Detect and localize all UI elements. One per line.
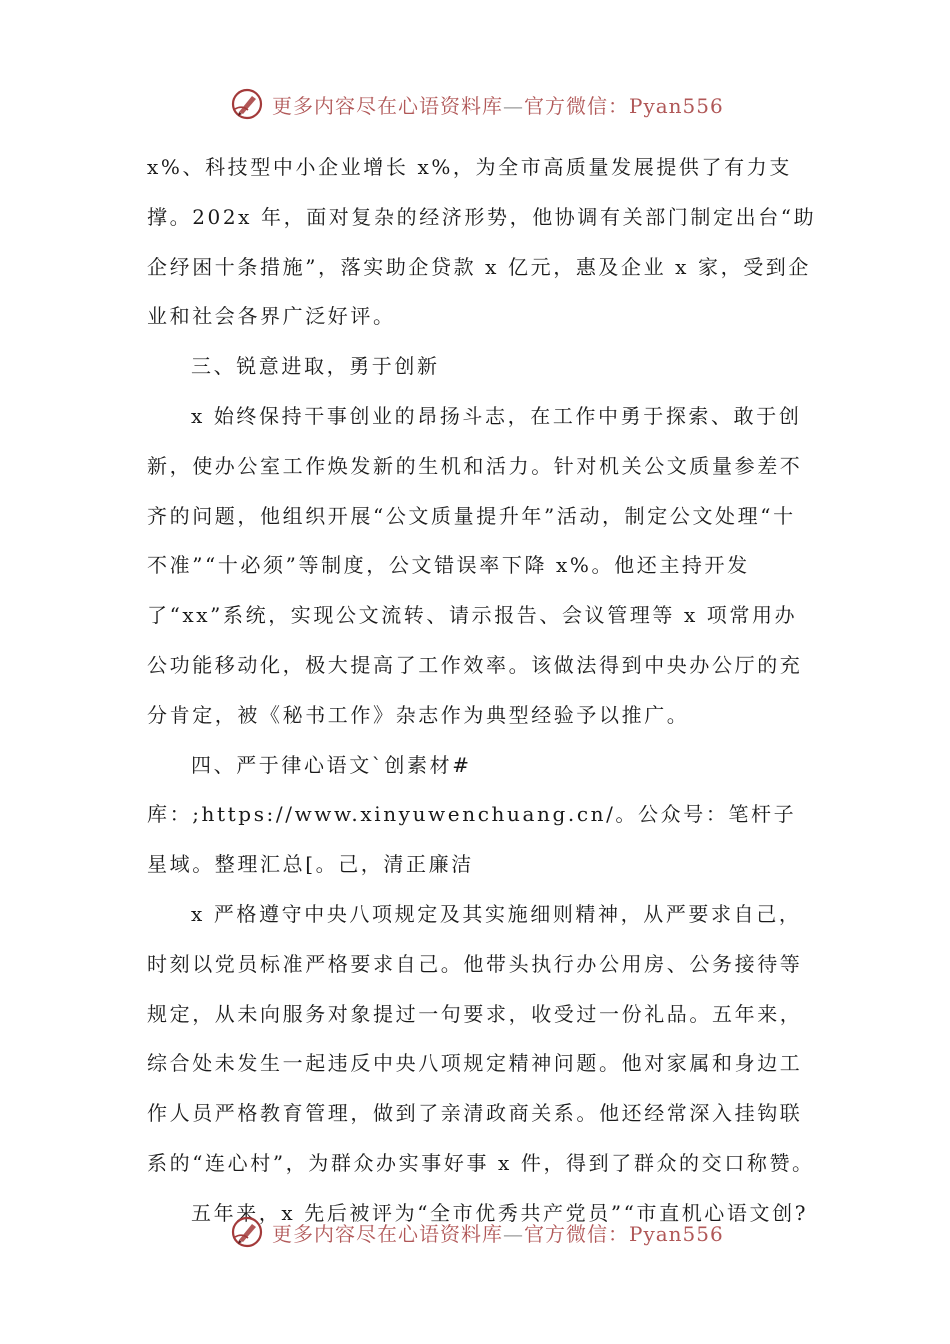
watermark-text: 更多内容尽在心语资料库—官方微信：Pyan556 [272,1221,724,1246]
pen-logo-icon [230,87,264,121]
pen-logo-icon [230,1215,264,1249]
section-heading-4: 四、严于律心语文`创素材#库：;https://www.xinyuwenchuang.cn/。公众号：笔杆子星域。整理汇总[。己，清正廉洁 [147,752,797,877]
section-heading-3: 三、锐意进取，勇于创新 [191,354,440,379]
paragraph-4: 五年来，x 先后被评为“全市优秀共产党员”“市直机心语文创? [191,1200,809,1225]
watermark-footer [230,1212,750,1252]
watermark-text: 更多内容尽在心语资料库—官方微信：Pyan556 [272,93,724,118]
watermark-header [230,84,750,124]
document-body [147,143,817,1239]
paragraph-1: x%、科技型中小企业增长 x%，为全市高质量发展提供了有力支撑。202x 年，面对复杂的经济形势，他协调有关部门制定出台“助企纾困十条措施”，落实助企贷款 x 亿元，惠及企业 x 家，受到企业和社会各界广泛好评。 [147,155,817,329]
paragraph-3: x 严格遵守中央八项规定及其实施细则精神，从严要求自己，时刻以党员标准严格要求自己。他带头执行办公用房、公务接待等规定，从未向服务对象提过一句要求，收受过一份礼品。五年来，综合处未发生一起违反中央八项规定精神问题。他对家属和身边工作人员严格教育管理，做到了亲清政商关系。他还经常深入挂钩联系的“连心村”，为群众办实事好事 x 件，得到了群众的交口称赞。 [147,901,815,1175]
paragraph-2: x 始终保持干事创业的昂扬斗志，在工作中勇于探索、敢于创新，使办公室工作焕发新的生机和活力。针对机关公文质量参差不齐的问题，他组织开展“公文质量提升年”活动，制定公文处理“十不准”“十必须”等制度，公文错误率下降 x%。他还主持开发了“xx”系统，实现公文流转、请示报告、会议管理等 x 项常用办公功能移动化，极大提高了工作效率。该做法得到中央办公厅的充分肯定，被《秘书工作》杂志作为典型经验予以推广。 [147,403,803,727]
